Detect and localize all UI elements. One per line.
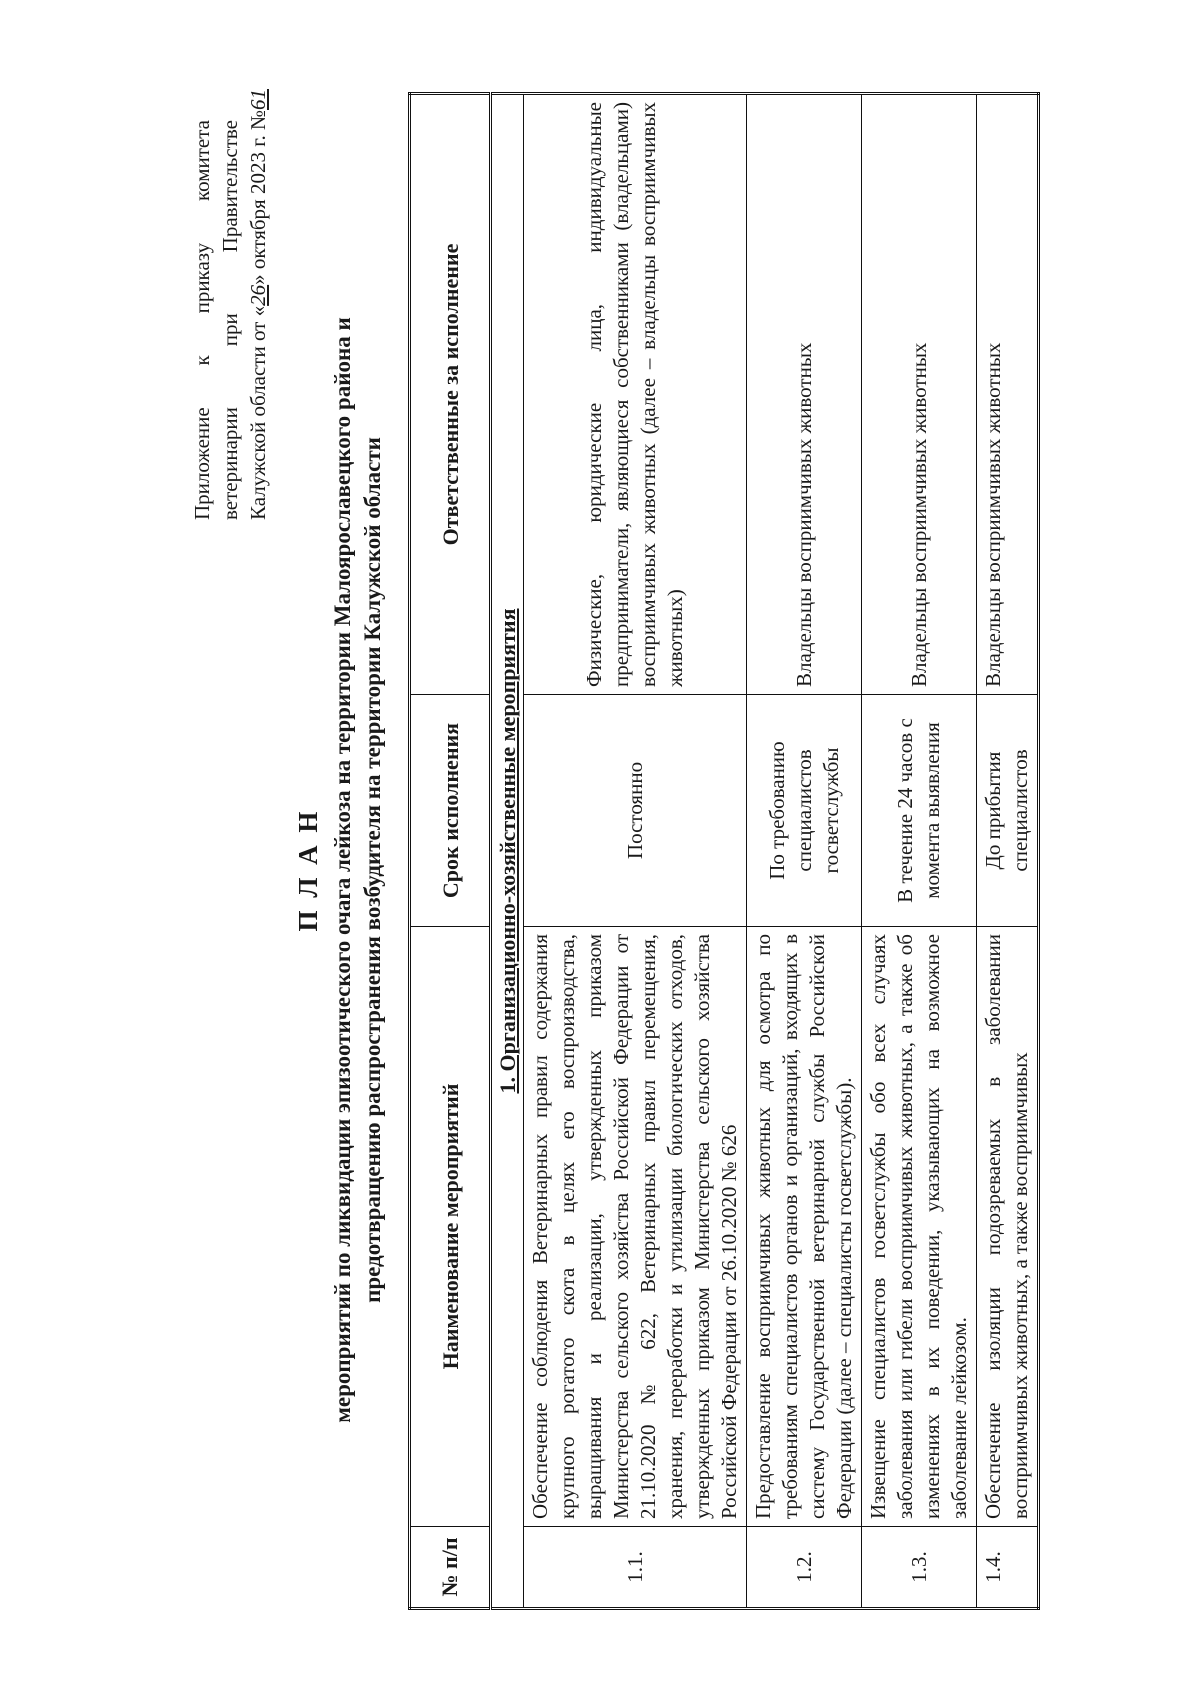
section-row [491,94,524,1609]
row-responsible: Владельцы восприимчивых животных [862,94,977,695]
appendix-word: приказу [190,242,214,314]
appendix-word: комитета [190,120,214,202]
appendix-line-1 [188,120,216,520]
appendix-line-2 [216,120,244,520]
plan-heading: П Л А Н [293,808,323,932]
row-num: 1.4. [977,1527,1039,1609]
row-term: До прибытия специалистов [977,695,1039,927]
section-title: 1. Организационно-хозяйственные мероприятия [495,608,520,1094]
appendix-word: Правительстве [218,120,242,253]
table-row [977,94,1039,1609]
plan-table [408,92,1040,1610]
row-num: 1.2. [747,1527,862,1609]
header-num: № п/п [410,1527,491,1609]
header-responsible: Ответственные за исполнение [410,94,491,695]
row-name: Обеспечение соблюдения Ветеринарных правил содержания крупного рогатого скота в целях его воспроизводства, выращивания и реализации, утвержденных приказом Министерства сельского хозяйства Российской Федерации от 21.10.2020 № 622, Ветеринарных правил перемещения, хранения, переработки и утилизации биологических отходов, утвержденных приказом Министерства сельского хозяйства Российской Федерации от 26.10.2020 № 626 [524,927,747,1527]
row-num: 1.3. [862,1527,977,1609]
row-responsible: Физические, юридические лица, индивидуальные предприниматели, являющиеся собственниками (владельцами) восприимчивых животных (далее – владельцы восприимчивых животных) [524,94,747,695]
table-row [524,94,747,1609]
appendix-word: Приложение [190,407,214,520]
document-title [288,230,388,1510]
header-term: Срок исполнения [410,695,491,927]
row-term: В течение 24 часов с момента выявления [862,695,977,927]
appendix-line-3 [244,89,272,520]
title-line-1: мероприятий по ликвидации эпизоотического очага лейкоза на территории Малоярославецкого района и [330,317,355,1423]
appendix-word: при [218,313,242,347]
row-name: Обеспечение изоляции подозреваемых в заболевании восприимчивых животных, а также восприимчивых [977,927,1039,1527]
header-name: Наименование мероприятий [410,927,491,1527]
row-name: Предоставление восприимчивых животных для осмотра по требованиям специалистов органов и организаций, входящих в систему Государственной ветеринарной службы Российской Федерации (далее – специалисты госветслужбы). [747,927,862,1527]
row-term: По требованию специалистов госветслужбы [747,695,862,927]
appendix-word: ветеринарии [218,407,242,520]
row-responsible: Владельцы восприимчивых животных [747,94,862,695]
appendix-note [188,89,272,520]
row-responsible: Владельцы восприимчивых животных [977,94,1039,695]
row-term: Постоянно [524,695,747,927]
row-num: 1.1. [524,1527,747,1609]
appendix-word: к [190,355,214,366]
handwritten-day: 26 [246,284,270,306]
rotated-page [20,20,1180,1670]
table-row [747,94,862,1609]
title-line-2: предотвращению распространения возбудителя на территории Калужской области [360,437,385,1303]
table-row [862,94,977,1609]
handwritten-number: 61 [246,89,270,110]
appendix-date: Калужской области от «26» октября 2023 г. №61 [246,89,270,520]
row-name: Извещение специалистов госветслужбы обо всех случаях заболевания или гибели восприимчивых животных, а также об изменениях в их поведении, указывающих на возможное заболевание лейкозом. [862,927,977,1527]
table-header-row [410,94,491,1609]
